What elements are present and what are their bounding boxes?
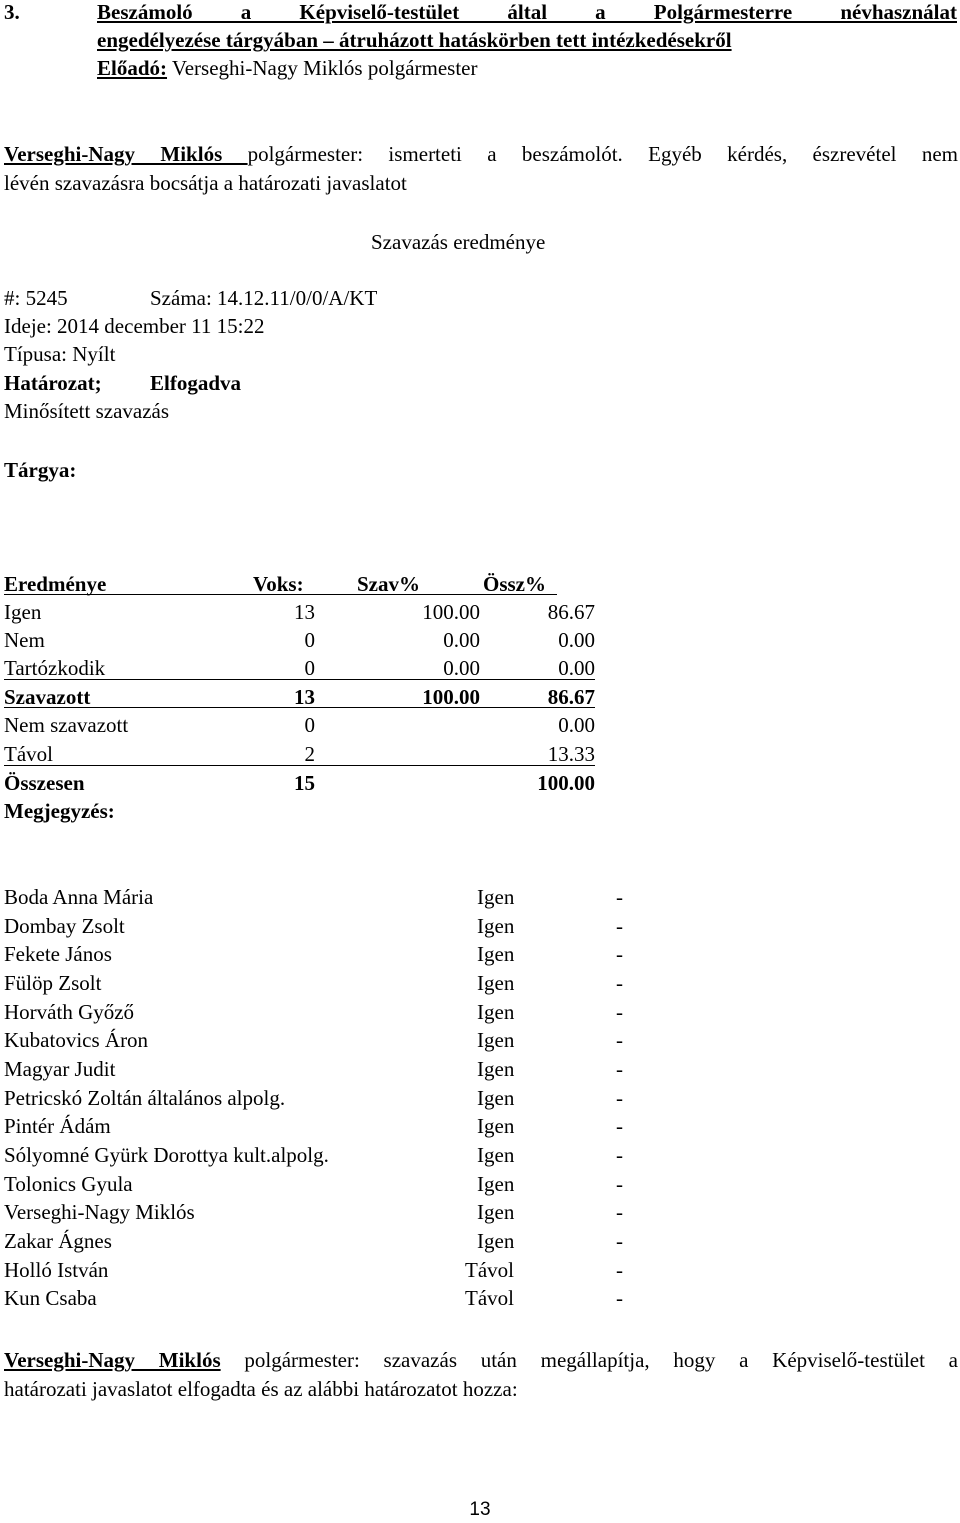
row-label: Igen [4,600,42,624]
agenda-title-line-2: engedélyezése tárgyában – átruházott hatáskörben tett intézkedésekről [97,28,732,52]
intro-text: polgármester: ismerteti a beszámolót. Egyéb kérdés, észrevétel nem [247,142,958,166]
header-vote-percent: Szav% [357,572,420,596]
vote-heading: Szavazás eredménye [371,230,546,254]
row-label: Szavazott [4,685,91,709]
header-votes: Voks: [253,572,304,596]
member-name: Horváth Győző [4,1000,135,1024]
row-total-percent: 86.67 [547,600,595,624]
row-total-percent: 100.00 [537,771,595,795]
row-vote-percent: 100.00 [422,600,480,624]
member-note: - [616,1286,623,1310]
member-vote: Igen [477,1114,515,1138]
member-vote: Igen [477,1172,515,1196]
member-note: - [616,1057,623,1081]
row-total-percent: 0.00 [558,656,595,680]
member-name: Kubatovics Áron [4,1028,149,1052]
row-votes: 15 [294,771,315,795]
voted-underline [4,707,595,708]
member-vote: Igen [477,1086,515,1110]
member-name: Dombay Zsolt [4,914,125,938]
member-vote: Igen [477,942,515,966]
row-vote-percent: 100.00 [422,685,480,709]
member-vote: Igen [477,914,515,938]
member-vote: Távol [465,1286,514,1310]
member-name: Sólyomné Gyürk Dorottya kult.alpolg. [4,1143,329,1167]
decision-value: Elfogadva [150,371,242,395]
row-total-percent: 0.00 [558,713,595,737]
member-note: - [616,1028,623,1052]
intro-line-1 [4,141,958,167]
member-name: Magyar Judit [4,1057,116,1081]
member-name: Zakar Ágnes [4,1229,112,1253]
member-note: - [616,885,623,909]
header-result: Eredménye [4,572,107,596]
subject-label: Tárgya: [4,458,77,482]
member-note: - [616,1000,623,1024]
row-vote-percent: 0.00 [443,656,480,680]
row-votes: 13 [294,685,315,709]
member-vote: Igen [477,1057,515,1081]
closing-text: polgármester: szavazás után megállapítja, hogy a Képviselő-testület a [220,1348,958,1372]
intro-speaker: Verseghi-Nagy Miklós [4,142,248,166]
member-name: Tolonics Gyula [4,1172,133,1196]
row-label: Nem szavazott [4,713,129,737]
row-total-percent: 86.67 [547,685,595,709]
row-label: Távol [4,742,53,766]
member-note: - [616,942,623,966]
decision-label: Határozat; [4,371,102,395]
agenda-number: 3. [4,0,20,24]
member-vote: Igen [477,971,515,995]
row-label: Összesen [4,771,85,795]
member-name: Petricskó Zoltán általános alpolg. [4,1086,286,1110]
member-vote: Igen [477,1028,515,1052]
member-note: - [616,1114,623,1138]
member-note: - [616,1258,623,1282]
row-label: Tartózkodik [4,656,106,680]
abstain-underline [4,679,595,680]
row-votes: 0 [304,713,315,737]
member-name: Boda Anna Mária [4,885,154,909]
presenter-label: Előadó: [97,56,168,80]
row-votes: 2 [304,742,315,766]
member-vote: Igen [477,1200,515,1224]
agenda-title-line-1: Beszámoló a Képviselő-testület által a Polgármesterre névhasználat [97,0,957,24]
member-note: - [616,1086,623,1110]
closing-line-1 [4,1347,958,1373]
member-name: Fekete János [4,942,112,966]
intro-line-2: lévén szavazásra bocsátja a határozati javaslatot [4,171,407,195]
row-votes: 0 [304,628,315,652]
member-name: Verseghi-Nagy Miklós [4,1200,195,1224]
vote-type: Típusa: Nyílt [4,342,116,366]
member-name: Fülöp Zsolt [4,971,102,995]
member-note: - [616,971,623,995]
member-name: Kun Csaba [4,1286,97,1310]
row-votes: 0 [304,656,315,680]
page-number: 13 [469,1499,491,1520]
note-label: Megjegyzés: [4,799,115,823]
row-label: Nem [4,628,45,652]
row-vote-percent: 0.00 [443,628,480,652]
row-total-percent: 13.33 [547,742,595,766]
member-name: Pintér Ádám [4,1114,111,1138]
member-note: - [616,1172,623,1196]
row-votes: 13 [294,600,315,624]
member-note: - [616,1229,623,1253]
header-total-percent: Össz% [483,572,546,596]
qualified-vote: Minősített szavazás [4,399,170,423]
presenter-name: Verseghi-Nagy Miklós polgármester [167,56,478,80]
header-underline [4,594,557,595]
member-name: Holló István [4,1258,109,1282]
vote-id: #: 5245 [4,286,68,310]
closing-speaker: Verseghi-Nagy Miklós [4,1348,221,1372]
vote-time: Ideje: 2014 december 11 15:22 [4,314,265,338]
member-vote: Igen [477,1229,515,1253]
member-note: - [616,1200,623,1224]
closing-line-2: határozati javaslatot elfogadta és az alábbi határozatot hozza: [4,1377,518,1401]
row-total-percent: 0.00 [558,628,595,652]
presenter-line [97,55,477,81]
member-vote: Igen [477,1000,515,1024]
member-note: - [616,1143,623,1167]
vote-number: Száma: 14.12.11/0/0/A/KT [150,286,378,310]
member-vote: Távol [465,1258,514,1282]
member-vote: Igen [477,885,515,909]
member-note: - [616,914,623,938]
member-vote: Igen [477,1143,515,1167]
absent-underline [4,765,595,766]
